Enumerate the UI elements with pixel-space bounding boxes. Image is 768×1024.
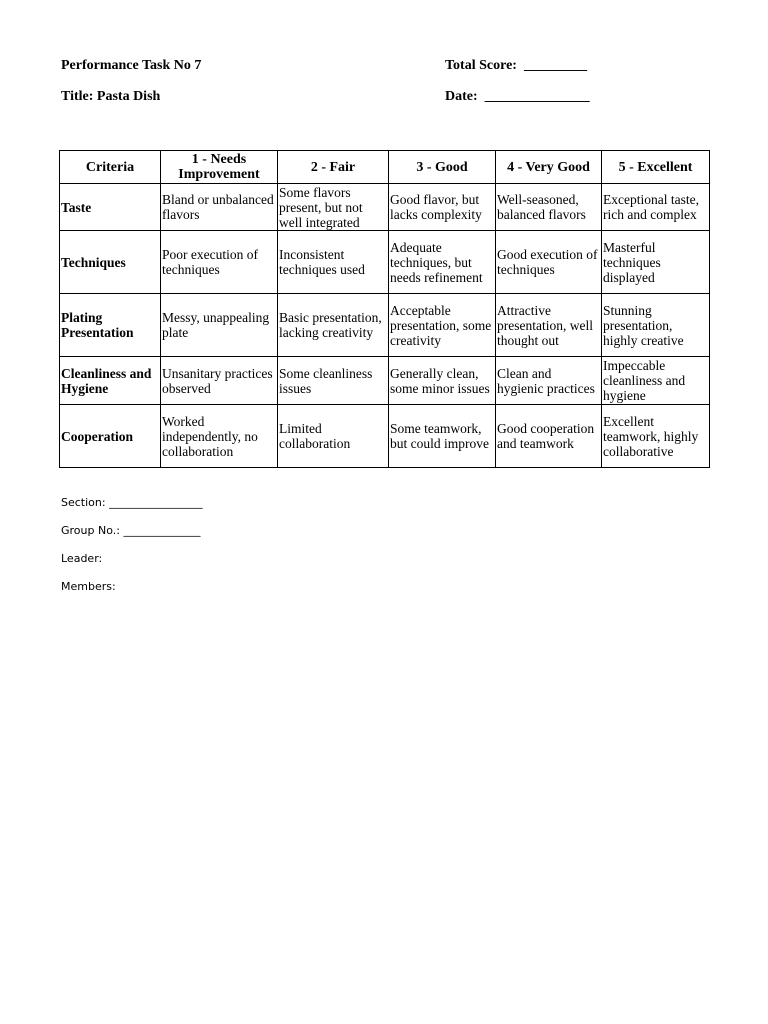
- rubric-row-cooperation: [60, 405, 710, 468]
- rubric-row-plating: [60, 294, 710, 357]
- rubric-cell: Good cooperation and teamwork: [496, 405, 602, 468]
- column-header-very-good: 4 - Very Good: [496, 151, 602, 184]
- rubric-cell: Acceptable presentation, some creativity: [389, 294, 496, 357]
- rubric-row-techniques: [60, 231, 710, 294]
- criterion-techniques: Techniques: [60, 231, 161, 294]
- members-field[interactable]: Members:: [61, 580, 116, 593]
- rubric-cell: Good execution of techniques: [496, 231, 602, 294]
- date-label: Date:: [445, 89, 478, 104]
- rubric-cell: Generally clean, some minor issues: [389, 357, 496, 405]
- rubric-cell: Adequate techniques, but needs refinement: [389, 231, 496, 294]
- rubric-cell: Worked independently, no collaboration: [161, 405, 278, 468]
- rubric-cell: Clean and hygienic practices: [496, 357, 602, 405]
- task-number: Performance Task No 7: [61, 58, 202, 73]
- rubric-cell: Limited collaboration: [278, 405, 389, 468]
- criterion-taste: Taste: [60, 184, 161, 231]
- rubric-header-row: [60, 151, 710, 184]
- criterion-cooperation: Cooperation: [60, 405, 161, 468]
- rubric-table: [59, 150, 710, 468]
- column-header-needs-improvement: 1 - Needs Improvement: [161, 151, 278, 184]
- rubric-cell: Impeccable cleanliness and hygiene: [602, 357, 710, 405]
- rubric-cell: Excellent teamwork, highly collaborative: [602, 405, 710, 468]
- criterion-plating-presentation: Plating Presentation: [60, 294, 161, 357]
- rubric-cell: Well-seasoned, balanced flavors: [496, 184, 602, 231]
- rubric-cell: Inconsistent techniques used: [278, 231, 389, 294]
- date-blank: _______________: [484, 89, 590, 104]
- rubric-cell: Some cleanliness issues: [278, 357, 389, 405]
- rubric-cell: Poor execution of techniques: [161, 231, 278, 294]
- group-number-field[interactable]: Group No.: ______________: [61, 524, 201, 537]
- rubric-cell: Masterful techniques displayed: [602, 231, 710, 294]
- rubric-cell: Basic presentation, lacking creativity: [278, 294, 389, 357]
- rubric-cell: Exceptional taste, rich and complex: [602, 184, 710, 231]
- leader-field[interactable]: Leader:: [61, 552, 103, 565]
- column-header-good: 3 - Good: [389, 151, 496, 184]
- rubric-cell: Messy, unappealing plate: [161, 294, 278, 357]
- task-title: Title: Pasta Dish: [61, 89, 161, 104]
- column-header-fair: 2 - Fair: [278, 151, 389, 184]
- total-score: [445, 58, 587, 74]
- date-line: [445, 89, 590, 105]
- rubric-cell: Unsanitary practices observed: [161, 357, 278, 405]
- rubric-cell: Bland or unbalanced flavors: [161, 184, 278, 231]
- rubric-cell: Some teamwork, but could improve: [389, 405, 496, 468]
- column-header-excellent: 5 - Excellent: [602, 151, 710, 184]
- section-field[interactable]: Section: _________________: [61, 496, 203, 509]
- rubric-cell: Good flavor, but lacks complexity: [389, 184, 496, 231]
- total-score-blank: _________: [523, 58, 587, 73]
- rubric-cell: Attractive presentation, well thought out: [496, 294, 602, 357]
- rubric-row-taste: [60, 184, 710, 231]
- rubric-cell: Some flavors present, but not well integrated: [278, 184, 389, 231]
- rubric-row-cleanliness: [60, 357, 710, 405]
- column-header-criteria: Criteria: [60, 151, 161, 184]
- rubric-cell: Stunning presentation, highly creative: [602, 294, 710, 357]
- total-score-label: Total Score:: [445, 58, 517, 73]
- criterion-cleanliness-hygiene: Cleanliness and Hygiene: [60, 357, 161, 405]
